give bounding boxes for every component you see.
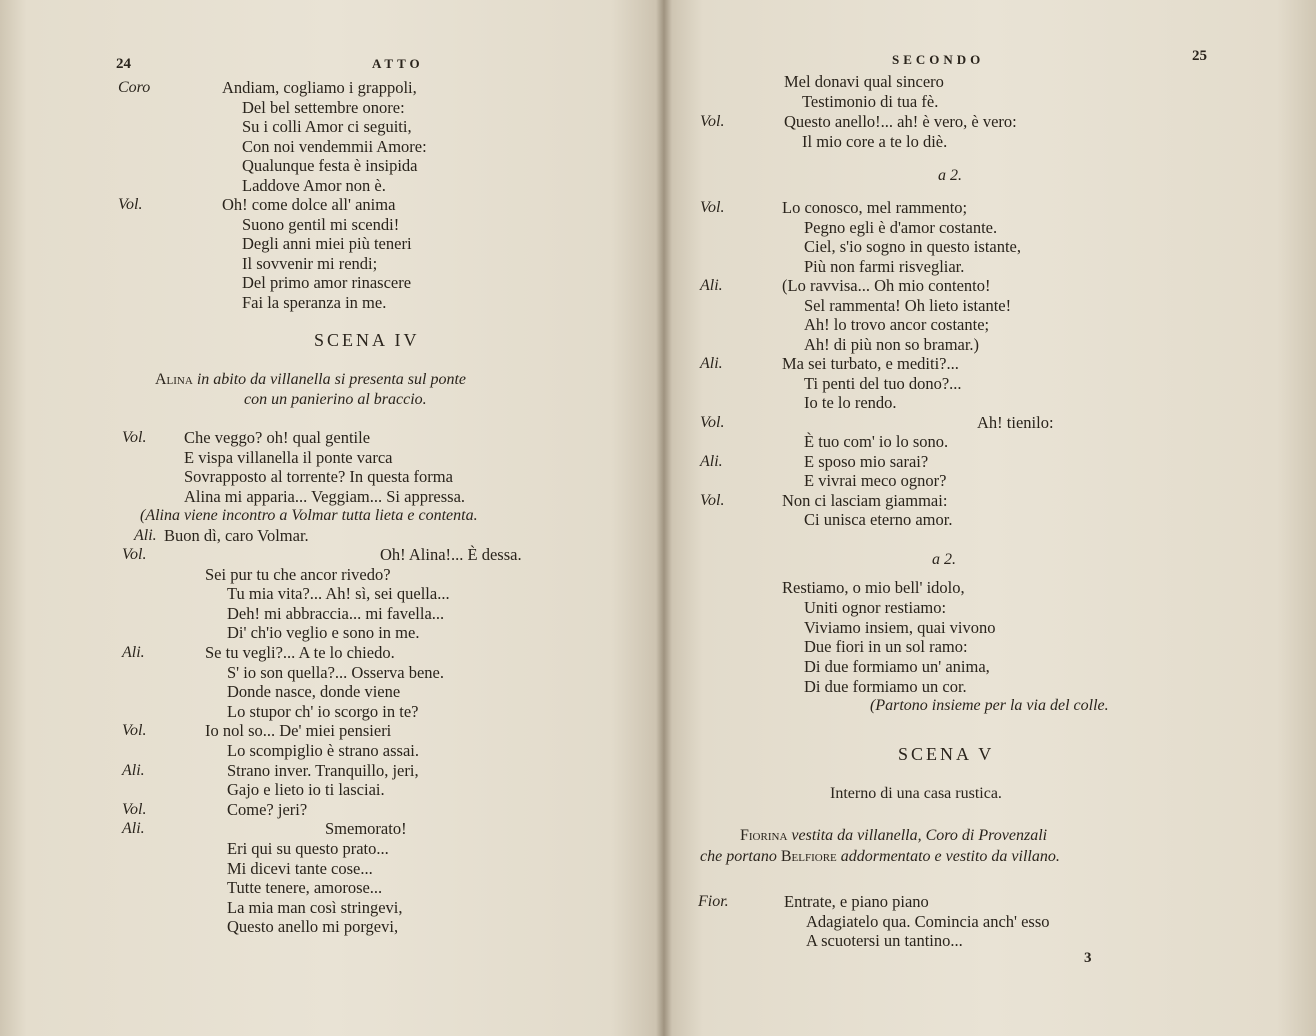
verse-line: S' io son quella?... Osserva bene.	[227, 662, 444, 682]
verse-line: Ma sei turbato, e mediti?...	[782, 354, 959, 373]
speaker-label: Vol.	[700, 491, 725, 509]
running-head: SECONDO	[892, 52, 985, 67]
verse-line: Con noi vendemmii Amore:	[242, 136, 427, 156]
verse-line: Entrate, e piano piano	[784, 892, 929, 911]
verse-line: A scuotersi un tantino...	[806, 931, 963, 950]
verse-line: Del primo amor rinascere	[242, 273, 412, 292]
stage-direction-text: Coro di Provenzali	[925, 827, 1048, 844]
verse-line: Se tu vegli?... A te lo chiedo.	[205, 643, 395, 662]
cast-line	[700, 847, 1060, 867]
scene-title: SCENA IV	[314, 330, 420, 350]
verse-line: Smemorato!	[325, 819, 407, 839]
speaker-label: Vol.	[118, 196, 143, 213]
verse-line: Oh! come dolce all' anima	[222, 195, 396, 214]
verse-line: E sposo mio sarai?	[804, 451, 929, 471]
verse-line: Fai la speranza in me.	[242, 292, 387, 312]
speaker-label: Ali.	[122, 644, 145, 661]
speaker-label: Vol.	[700, 199, 725, 216]
verse-line: Più non farmi risvegliar.	[804, 256, 965, 276]
verse-line: Ci unisca eterno amor.	[804, 510, 953, 529]
stage-direction-text: addormentato e vestito da villano.	[840, 848, 1060, 865]
speaker-label: Vol.	[122, 800, 147, 818]
verse-line: Eri qui su questo prato...	[227, 839, 389, 858]
verse-line: Il sovvenir mi rendi;	[242, 253, 378, 273]
stage-direction-text: in abito da villanella si presenta sul ponte	[196, 371, 466, 388]
verse-line: Adagiatelo qua. Comincia anch' esso	[806, 911, 1050, 931]
verse-line: Buon dì, caro Volmar.	[164, 525, 309, 545]
verse-line: Laddove Amor non è.	[242, 175, 386, 195]
speaker-label: Fior.	[698, 893, 729, 910]
verse-line: Su i colli Amor ci seguiti,	[242, 117, 412, 136]
verse-line: Ah! di più non so bramar.)	[804, 334, 980, 354]
verse-line: Di' ch'io veglio e sono in me.	[227, 623, 420, 643]
verse-line: Andiam, cogliamo i grappoli,	[222, 78, 417, 97]
speaker-label: Ali.	[134, 526, 157, 544]
verse-line: E vispa villanella il ponte varca	[184, 447, 393, 467]
speaker-label: Ali.	[700, 355, 723, 372]
speaker-label: Coro	[118, 79, 151, 96]
verse-line: Ah! lo trovo ancor costante;	[804, 315, 990, 334]
stage-direction: (Alina viene incontro a Volmar tutta lieta e contenta.	[140, 507, 478, 524]
verse-line: Testimonio di tua fè.	[802, 92, 939, 111]
a-due-label: a 2.	[932, 551, 956, 568]
verse-line: Di due formiamo un' anima,	[804, 657, 990, 677]
character-name: Belfiore	[780, 848, 837, 865]
verse-line: Uniti ognor restiamo:	[804, 597, 947, 617]
verse-line: Sei pur tu che ancor rivedo?	[205, 564, 391, 584]
book-gutter	[656, 0, 672, 1036]
speaker-label: Vol.	[122, 429, 147, 446]
verse-line: Questo anello mi porgevi,	[227, 917, 399, 937]
verse-line: Ah! tienilo:	[977, 412, 1054, 432]
speaker-label: Ali.	[700, 277, 723, 294]
verse-line: Lo stupor ch' io scorgo in te?	[227, 701, 419, 721]
verse-line: Alina mi apparia... Veggiam... Si appressa.	[184, 486, 466, 506]
stage-direction-text: vestita da villanella,	[791, 827, 922, 844]
verse-line: Tutte tenere, amorose...	[227, 878, 383, 898]
verse-line: Lo conosco, mel rammento;	[782, 198, 968, 217]
verse-line: Donde nasce, donde viene	[227, 682, 401, 702]
a-due-label: a 2.	[938, 167, 962, 184]
page-number: 24	[116, 56, 131, 72]
verse-line: Che veggo? oh! qual gentile	[184, 428, 371, 447]
verse-line: Questo anello!... ah! è vero, è vero:	[784, 112, 1017, 131]
page-number: 25	[1192, 48, 1207, 64]
stage-direction: (Partono insieme per la via del colle.	[870, 697, 1109, 714]
verse-line: Qualunque festa è insipida	[242, 156, 418, 175]
verse-line: Sel rammenta! Oh lieto istante!	[804, 295, 1012, 315]
verse-line: Pegno egli è d'amor costante.	[804, 217, 998, 237]
signature-mark: 3	[1084, 950, 1092, 966]
verse-line: Degli anni miei più teneri	[242, 234, 412, 253]
verse-line: Ti penti del tuo dono?...	[804, 373, 962, 393]
verse-line: Io te lo rendo.	[804, 393, 897, 412]
verse-line: Gajo e lieto io ti lasciai.	[227, 780, 385, 800]
verse-line: Non ci lasciam giammai:	[782, 490, 948, 510]
verse-line: Lo scompiglio è strano assai.	[227, 741, 420, 760]
right-page	[664, 0, 1316, 1036]
character-name: Fiorina	[740, 827, 788, 844]
verse-line: Il mio core a te lo diè.	[802, 132, 948, 151]
speaker-label: Vol.	[122, 722, 147, 740]
scene-title: SCENA V	[898, 744, 995, 764]
speaker-label: Ali.	[700, 452, 723, 470]
character-name: Alina	[155, 371, 193, 388]
verse-line: Io nol so... De' miei pensieri	[205, 721, 392, 741]
speaker-label: Vol.	[122, 546, 147, 563]
verse-line: Del bel settembre onore:	[242, 97, 405, 117]
verse-line: Due fiori in un sol ramo:	[804, 637, 968, 657]
verse-line: Mi dicevi tante cose...	[227, 858, 373, 878]
verse-line: La mia man così stringevi,	[227, 897, 403, 917]
cast-line	[740, 826, 1047, 846]
speaker-label: Ali.	[122, 761, 145, 779]
stage-direction-text: che portano	[700, 848, 777, 865]
speaker-label: Vol.	[700, 113, 725, 130]
verse-line: Tu mia vita?... Ah! sì, sei quella...	[227, 584, 450, 604]
speaker-label: Ali.	[122, 820, 145, 838]
verse-line: Viviamo insiem, quai vivono	[804, 617, 996, 637]
verse-line: (Lo ravvisa... Oh mio contento!	[782, 276, 991, 295]
verse-line: Di due formiamo un cor.	[804, 677, 967, 696]
verse-line: Mel donavi qual sincero	[784, 72, 944, 91]
verse-line: Come? jeri?	[227, 799, 308, 819]
stage-direction-line2: con un panierino al braccio.	[244, 391, 427, 408]
scene-setting: Interno di una casa rustica.	[830, 785, 1002, 802]
verse-line: Restiamo, o mio bell' idolo,	[782, 578, 965, 597]
verse-line: Strano inver. Tranquillo, jeri,	[227, 760, 419, 780]
verse-line: Deh! mi abbraccia... mi favella...	[227, 603, 445, 623]
stage-direction	[155, 370, 466, 390]
verse-line: Suono gentil mi scendi!	[242, 214, 400, 234]
speaker-label: Vol.	[700, 413, 725, 431]
running-head: ATTO	[372, 56, 424, 71]
verse-line: Ciel, s'io sogno in questo istante,	[804, 237, 1022, 256]
verse-line: Sovrapposto al torrente? In questa forma	[184, 467, 453, 486]
verse-line: Oh! Alina!... È dessa.	[380, 545, 522, 564]
verse-line: È tuo com' io lo sono.	[804, 432, 949, 451]
verse-line: E vivrai meco ognor?	[804, 471, 947, 490]
